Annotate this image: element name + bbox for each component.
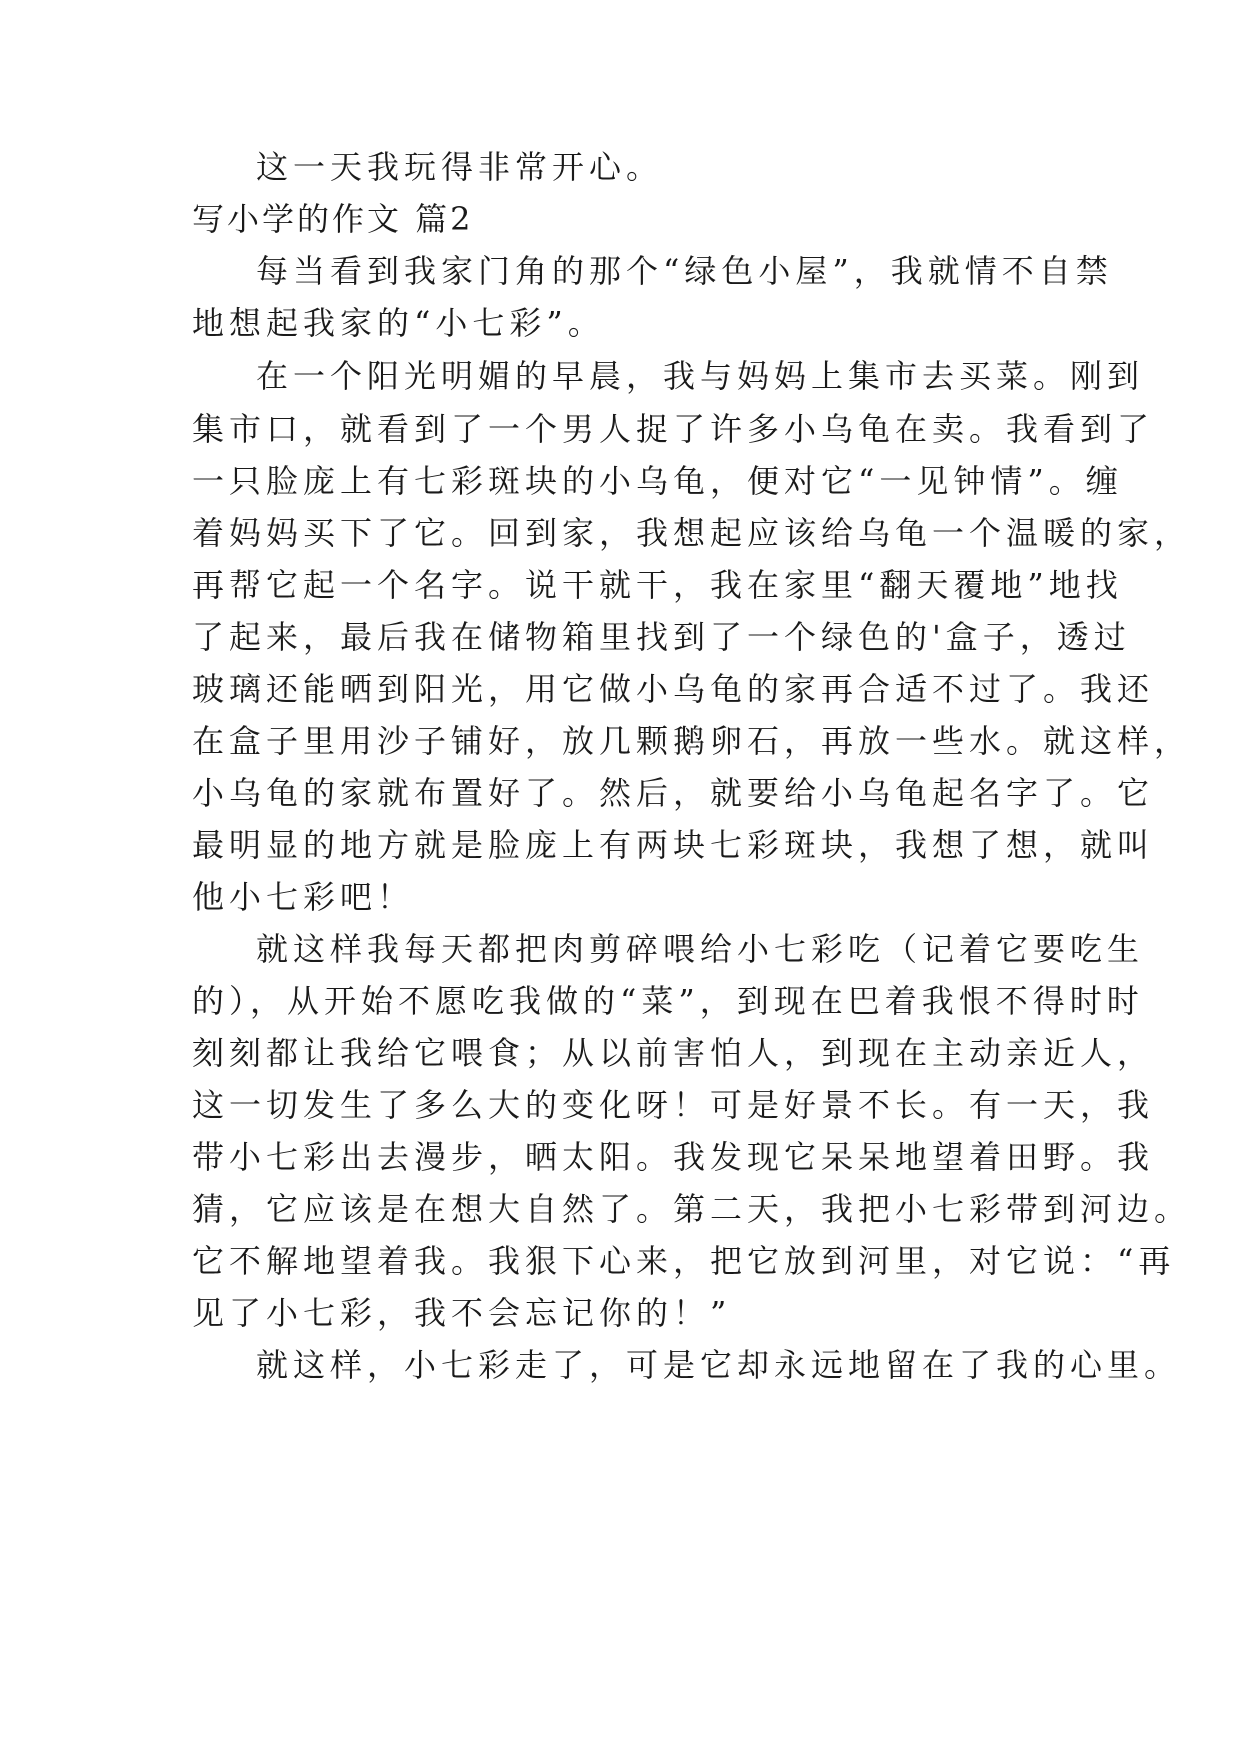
- paragraph-line: 了起来，最后我在储物箱里找到了一个绿色的'盒子，透过: [192, 618, 1131, 656]
- paragraph-line: 玻璃还能晒到阳光，用它做小乌龟的家再合适不过了。我还: [192, 670, 1155, 708]
- paragraph-line: 刻刻都让我给它喂食；从以前害怕人，到现在主动亲近人，: [192, 1034, 1155, 1072]
- section-heading: 写小学的作文 篇2: [192, 200, 474, 238]
- paragraph-line: 的），从开始不愿吃我做的“菜”，到现在巴着我恨不得时时: [192, 982, 1144, 1020]
- paragraph-line: 就这样我每天都把肉剪碎喂给小七彩吃（记着它要吃生: [256, 930, 1145, 968]
- paragraph-line: 一只脸庞上有七彩斑块的小乌龟，便对它“一见钟情”。缠: [192, 462, 1123, 500]
- paragraph-line: 这一切发生了多么大的变化呀！可是好景不长。有一天，我: [192, 1086, 1155, 1124]
- paragraph-line: 这一天我玩得非常开心。: [256, 148, 664, 186]
- paragraph-line: 他小七彩吧！: [192, 878, 415, 916]
- paragraph-line: 小乌龟的家就布置好了。然后，就要给小乌龟起名字了。它: [192, 774, 1155, 812]
- paragraph-line: 它不解地望着我。我狠下心来，把它放到河里，对它说：“再: [192, 1242, 1176, 1280]
- paragraph-line: 着妈妈买下了它。回到家，我想起应该给乌龟一个温暖的家，: [192, 514, 1192, 552]
- paragraph-line: 在盒子里用沙子铺好，放几颗鹅卵石，再放一些水。就这样，: [192, 722, 1192, 760]
- paragraph-line: 就这样，小七彩走了，可是它却永远地留在了我的心里。: [256, 1346, 1182, 1384]
- paragraph-line: 在一个阳光明媚的早晨，我与妈妈上集市去买菜。刚到: [256, 357, 1145, 395]
- paragraph-line: 每当看到我家门角的那个“绿色小屋”，我就情不自禁: [256, 252, 1113, 290]
- paragraph-line: 猜，它应该是在想大自然了。第二天，我把小七彩带到河边。: [192, 1190, 1192, 1228]
- paragraph-line: 地想起我家的“小七彩”。: [192, 304, 605, 342]
- paragraph-line: 再帮它起一个名字。说干就干，我在家里“翻天覆地”地找: [192, 566, 1123, 604]
- paragraph-line: 见了小七彩，我不会忘记你的！”: [192, 1294, 732, 1332]
- paragraph-line: 带小七彩出去漫步，晒太阳。我发现它呆呆地望着田野。我: [192, 1138, 1155, 1176]
- paragraph-line: 集市口，就看到了一个男人捉了许多小乌龟在卖。我看到了: [192, 410, 1155, 448]
- paragraph-line: 最明显的地方就是脸庞上有两块七彩斑块，我想了想，就叫: [192, 826, 1155, 864]
